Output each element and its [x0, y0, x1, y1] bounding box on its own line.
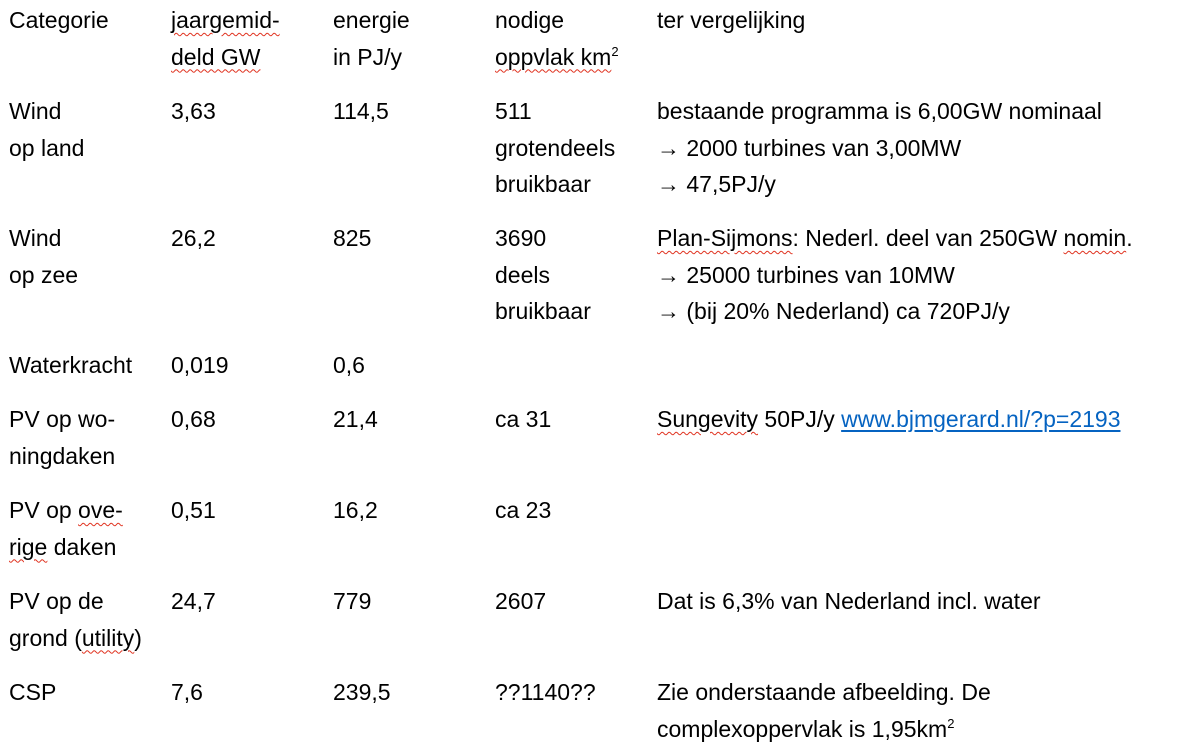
cell-text: 0,019 [171, 352, 229, 378]
row-pv-overige-daken-area [495, 492, 551, 529]
cell-text: daken [47, 533, 117, 560]
row-waterkracht-category [9, 347, 132, 384]
cell-text: PV op de [9, 588, 104, 614]
row-wind-op-land-category [9, 93, 84, 166]
header-categorie [9, 2, 109, 39]
cell-text: : Nederl. deel van 250GW [792, 225, 1064, 251]
cell-text: ca 31 [495, 406, 552, 432]
row-waterkracht-gw [171, 347, 229, 384]
cell-text: → 2000 turbines van 3,00MW [657, 134, 962, 161]
cell-text: 24,7 [171, 588, 216, 614]
cell-text: Waterkracht [9, 352, 133, 378]
header-nodige-oppvlak [495, 2, 619, 75]
cell-text: bestaande programma is 6,00GW nominaal [657, 98, 1102, 124]
cell-text: Wind [9, 98, 62, 124]
cell-text: 3,63 [171, 98, 216, 124]
cell-text: ningdaken [9, 442, 116, 469]
superscript: 2 [947, 715, 955, 731]
cell-text: Wind [9, 225, 62, 251]
cell-text: 0,68 [171, 406, 216, 432]
row-pv-woningdaken-comparison [657, 401, 1120, 438]
row-csp-comparison [657, 674, 991, 747]
cell-text: 16,2 [333, 497, 378, 523]
row-pv-grond-area [495, 583, 546, 620]
cell-text: ) [134, 624, 142, 651]
cell-text: 0,6 [333, 352, 365, 378]
cell-text: nomin [1063, 225, 1127, 251]
header-text: energie [333, 7, 410, 33]
row-csp-gw [171, 674, 203, 711]
cell-text: op land [9, 134, 85, 161]
cell-text: deels [495, 261, 550, 288]
cell-text: Sungevity [657, 406, 759, 432]
header-text: nodige [495, 7, 565, 33]
cell-text: 3690 [495, 225, 547, 251]
row-wind-op-zee-gw [171, 220, 216, 257]
header-jaargemiddeld [171, 2, 280, 75]
superscript: 2 [611, 43, 619, 59]
cell-text: 239,5 [333, 679, 391, 705]
header-energie [333, 2, 410, 75]
cell-text: → (bij 20% Nederland) ca 720PJ/y [657, 298, 1010, 324]
cell-text: 779 [333, 588, 372, 614]
row-pv-woningdaken-gw [171, 401, 216, 438]
row-wind-op-land-gw [171, 93, 216, 130]
cell-text: complexoppervlak is 1,95km [657, 715, 948, 742]
row-pv-overige-daken-energy [333, 492, 378, 529]
row-wind-op-zee-comparison [657, 220, 1133, 330]
header-text: in PJ/y [333, 43, 403, 70]
cell-text: ??1140?? [495, 679, 596, 705]
row-csp-area [495, 674, 596, 711]
cell-text: 21,4 [333, 406, 378, 432]
cell-text: → 25000 turbines van 10MW [657, 261, 955, 288]
row-pv-woningdaken-area [495, 401, 551, 438]
header-text: deld GW [171, 43, 261, 70]
cell-text: ove- [78, 497, 123, 523]
cell-text: Plan-Sijmons [657, 225, 793, 251]
row-wind-op-zee-category [9, 220, 78, 293]
row-pv-overige-daken-category [9, 492, 123, 565]
cell-text: 825 [333, 225, 372, 251]
row-wind-op-land-comparison [657, 93, 1102, 203]
row-wind-op-land-area [495, 93, 615, 203]
cell-text: . [1126, 225, 1133, 251]
row-csp-category [9, 674, 56, 711]
cell-text: 50PJ/y [758, 406, 842, 432]
row-wind-op-zee-energy [333, 220, 371, 257]
row-pv-grond-category [9, 583, 142, 656]
cell-text: 7,6 [171, 679, 203, 705]
bjmgerard-link[interactable]: www.bjmgerard.nl/?p=2193 [841, 406, 1121, 432]
cell-text: bruikbaar [495, 171, 591, 197]
cell-text: grotendeels [495, 134, 616, 161]
cell-text: 26,2 [171, 225, 216, 251]
header-text: ter vergelijking [657, 7, 806, 33]
cell-text: grond ( [9, 624, 82, 651]
row-pv-woningdaken-energy [333, 401, 378, 438]
row-pv-overige-daken-gw [171, 492, 216, 529]
cell-text: PV op [9, 497, 79, 523]
cell-text: → 47,5PJ/y [657, 171, 776, 197]
header-text: Categorie [9, 7, 109, 33]
cell-text: bruikbaar [495, 298, 591, 324]
row-wind-op-zee-area [495, 220, 591, 330]
row-pv-grond-gw [171, 583, 216, 620]
row-pv-grond-comparison [657, 583, 1041, 620]
header-text: oppvlak km [495, 43, 612, 70]
row-wind-op-land-energy [333, 93, 389, 130]
cell-text: CSP [9, 679, 57, 705]
cell-text: op zee [9, 261, 79, 288]
cell-text: Dat is 6,3% van Nederland incl. water [657, 588, 1041, 614]
row-waterkracht-energy [333, 347, 365, 384]
header-text: jaargemid- [171, 7, 280, 33]
cell-text: ca 23 [495, 497, 552, 523]
cell-text: rige [9, 533, 48, 560]
cell-text: PV op wo- [9, 406, 116, 432]
cell-text: 2607 [495, 588, 547, 614]
cell-text: Zie onderstaande afbeelding. De [657, 679, 991, 705]
header-ter-vergelijking [657, 2, 805, 39]
row-pv-woningdaken-category [9, 401, 115, 474]
row-pv-grond-energy [333, 583, 371, 620]
cell-text: 114,5 [333, 98, 389, 124]
cell-text: 511 [495, 98, 532, 124]
row-csp-energy [333, 674, 391, 711]
cell-text: 0,51 [171, 497, 216, 523]
cell-text: utility [81, 624, 135, 651]
